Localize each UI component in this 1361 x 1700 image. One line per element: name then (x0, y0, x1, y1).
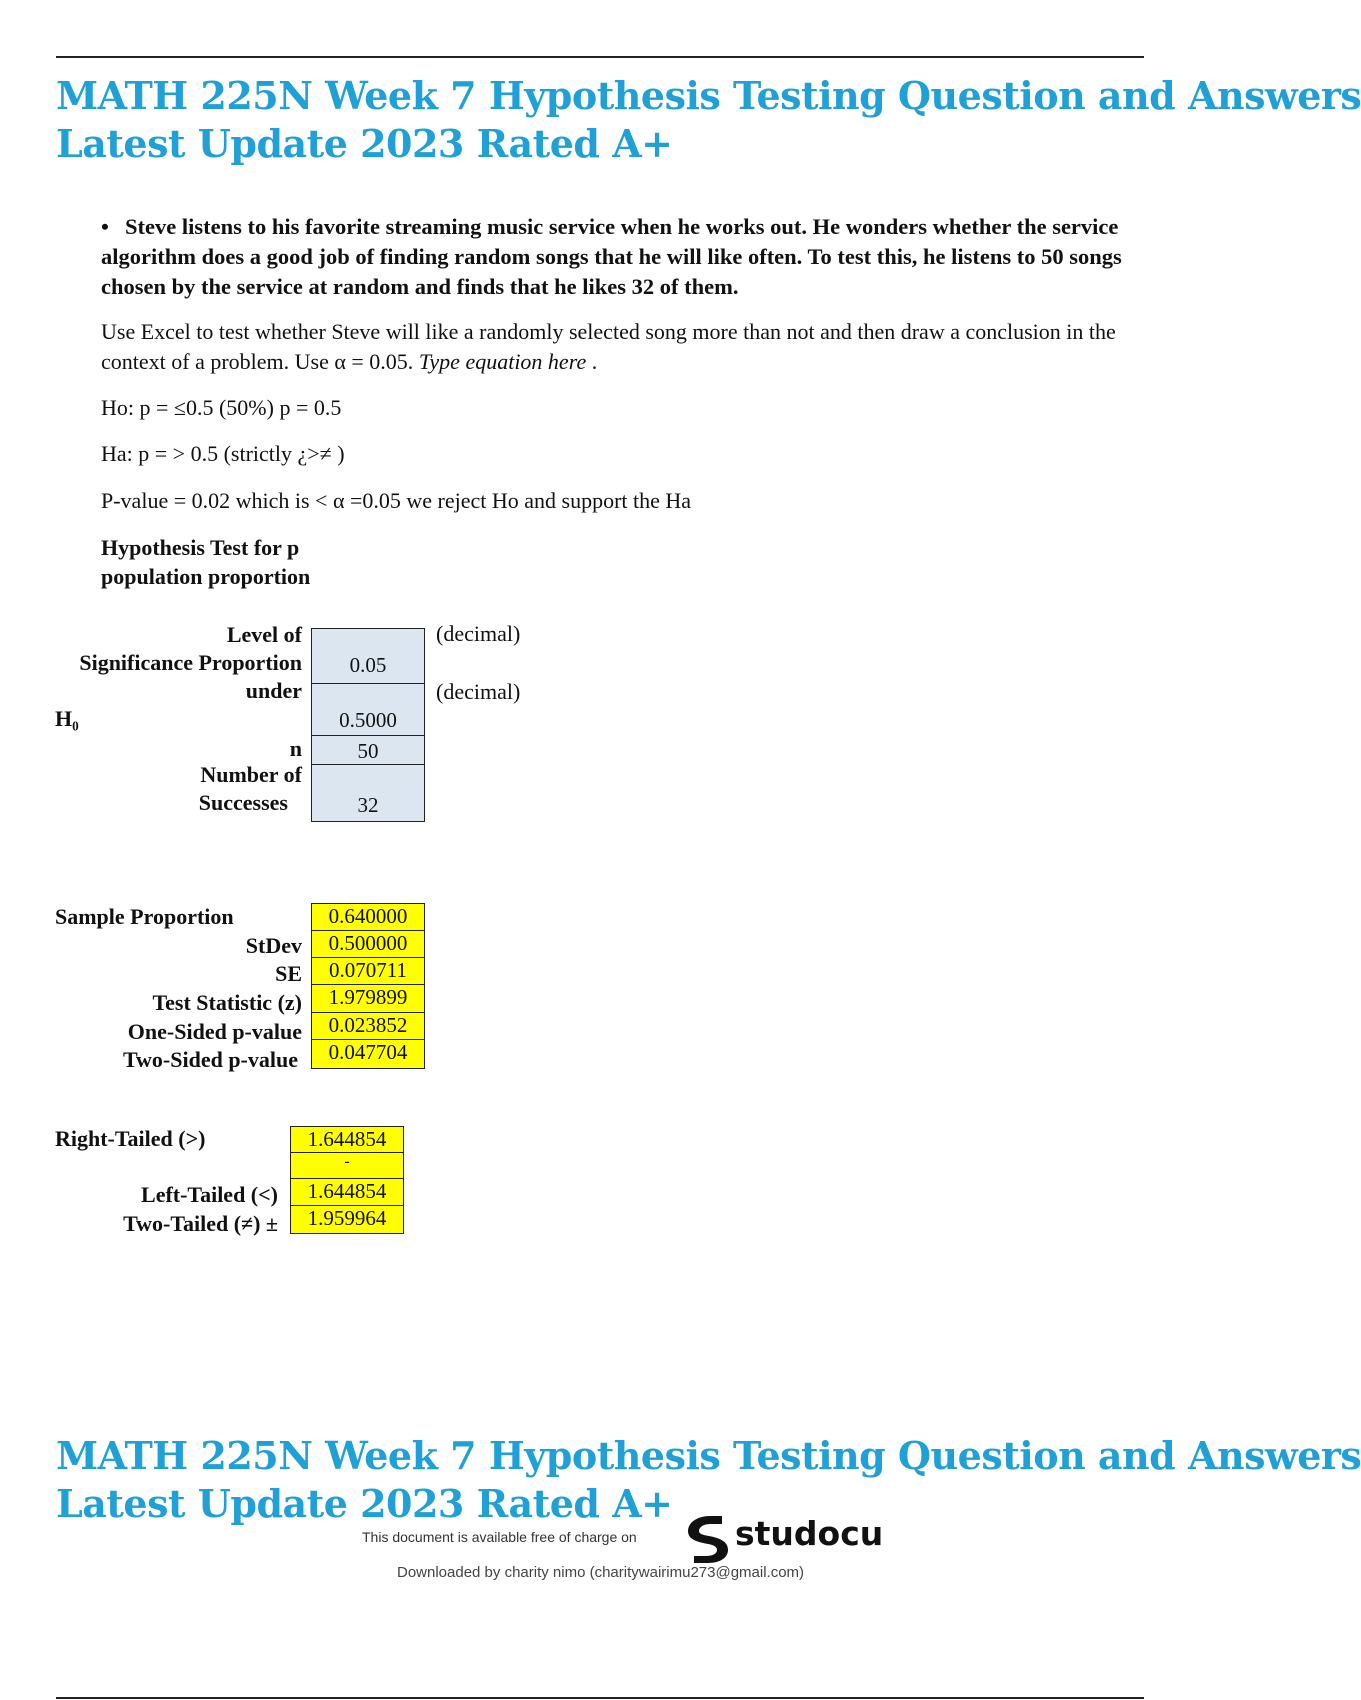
document-title (56, 72, 1361, 168)
bullet-icon: • (101, 214, 109, 239)
result-label-one-sided: One-Sided p-value (127, 1019, 302, 1044)
result-value-one-sided: 0.023852 (311, 1012, 425, 1040)
result-label-sample-proportion: Sample Proportion (55, 904, 234, 929)
level-label-2: Significance Proportion (79, 650, 302, 675)
footer-title-line-1: MATH 225N Week 7 Hypothesis Testing Question and Answers (56, 1433, 1361, 1478)
instruction-italic: Type equation here (418, 349, 587, 374)
bottom-rule (56, 1697, 1144, 1699)
n-label: n (289, 736, 302, 761)
result-value-test-statistic: 1.979899 (311, 984, 425, 1013)
left-tailed-value: 1.644854 (290, 1178, 404, 1206)
question-block (101, 212, 1181, 302)
null-hypothesis: Ho: p = ≤0.5 (50%) p = 0.5 (101, 395, 342, 420)
studocu-wordmark: studocu (735, 1514, 884, 1553)
h0-label: H₀ (55, 706, 79, 731)
footer-title (56, 1432, 1361, 1528)
level-label-1: Level of (226, 622, 302, 647)
result-value-stdev: 0.500000 (311, 930, 425, 958)
test-heading-line-1: Hypothesis Test for p (101, 535, 300, 560)
left-tailed-sign: - (290, 1152, 404, 1179)
instruction-text: Use Excel to test whether Steve will like a randomly selected song more than not and then draw a conclusion in the context of a problem. Use α = 0.05. (101, 319, 1116, 374)
instruction-paragraph (101, 317, 1181, 377)
alternative-hypothesis: Ha: p = > 0.5 (strictly ¿>≠ ) (101, 441, 345, 466)
under-label: under (245, 678, 302, 703)
download-note: Downloaded by charity nimo (charitywairimu273@gmail.com) (397, 1564, 805, 1581)
instruction-end: . (586, 349, 598, 374)
successes-cell[interactable]: 32 (311, 764, 425, 822)
test-heading-line-2: population proportion (101, 564, 311, 589)
alpha-cell[interactable]: 0.05 (311, 628, 425, 685)
result-label-stdev: StDev (245, 933, 302, 958)
result-label-test-statistic: Test Statistic (z) (152, 990, 302, 1015)
footer-title-line-2: Latest Update 2023 Rated A+ (56, 1481, 673, 1526)
result-label-two-sided: Two-Sided p-value (122, 1047, 298, 1072)
question-text: Steve listens to his favorite streaming music service when he works out. He wonders whether the service algorithm does a good job of finding random songs that he will like often. To test this, he listens to 50 songs chosen by the service at random and finds that he likes 32 of them. (101, 214, 1122, 299)
two-tailed-value: 1.959964 (290, 1205, 404, 1234)
n-cell[interactable]: 50 (311, 735, 425, 766)
decimal-note-2: (decimal) (436, 679, 521, 704)
title-line-2: Latest Update 2023 Rated A+ (56, 121, 673, 166)
pvalue-conclusion: P-value = 0.02 which is < α =0.05 we reject Ho and support the Ha (101, 488, 692, 513)
result-value-se: 0.070711 (311, 957, 425, 985)
successes-label-2: Successes (198, 790, 288, 815)
left-tailed-label: Left-Tailed (<) (141, 1182, 278, 1207)
top-rule (56, 56, 1144, 58)
two-tailed-label: Two-Tailed (≠) ± (123, 1211, 278, 1236)
decimal-note-1: (decimal) (436, 621, 521, 646)
result-value-two-sided: 0.047704 (311, 1039, 425, 1069)
right-tailed-label: Right-Tailed (>) (55, 1126, 206, 1151)
result-label-se: SE (275, 961, 302, 986)
p0-cell[interactable]: 0.5000 (311, 683, 425, 737)
title-line-1: MATH 225N Week 7 Hypothesis Testing Question and Answers (56, 73, 1361, 118)
result-value-sample-proportion: 0.640000 (311, 903, 425, 931)
right-tailed-value: 1.644854 (290, 1126, 404, 1153)
successes-label-1: Number of (200, 762, 302, 787)
availability-note: This document is available free of charge on (362, 1529, 637, 1545)
